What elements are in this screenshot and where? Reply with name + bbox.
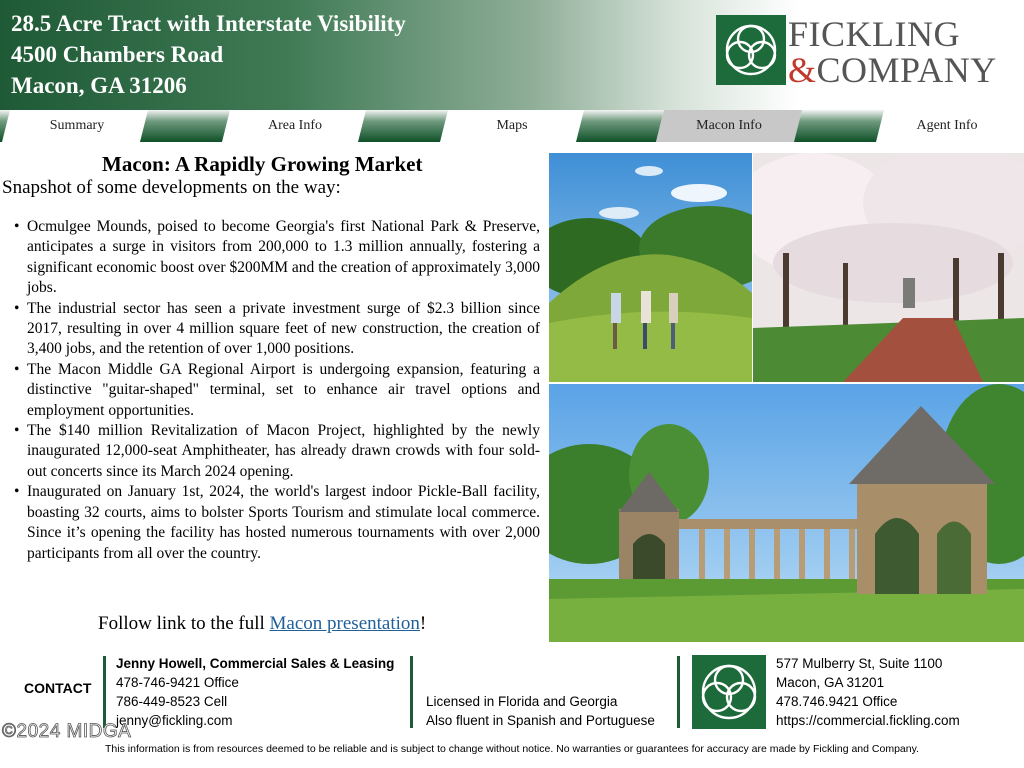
listing-title	[11, 8, 611, 101]
tab-summary[interactable]: Summary	[49, 118, 105, 133]
section-subtitle: Snapshot of some developments on the way:	[2, 177, 341, 198]
list-item: • The Macon Middle GA Regional Airport is undergoing expansion, featuring a distinctive "guitar-shaped" terminal, set to enhance air travel options and employment opportunities.	[14, 360, 540, 421]
license-text: Licensed in Florida and Georgia	[426, 694, 618, 709]
agent-contact-block	[116, 654, 394, 730]
agent-office-phone: 478-746-9421 Office	[116, 675, 239, 690]
company-website: https://commercial.fickling.com	[776, 713, 960, 728]
company-phone: 478.746.9421 Office	[776, 694, 898, 709]
logo-line-1: FICKLING	[788, 14, 960, 54]
divider	[677, 656, 680, 728]
agent-cell-phone: 786-449-8523 Cell	[116, 694, 228, 709]
tab-area-info[interactable]: Area Info	[267, 118, 323, 133]
company-logo-icon	[692, 655, 766, 729]
divider	[103, 656, 106, 728]
development-list	[14, 217, 540, 564]
macon-presentation-link[interactable]: Macon presentation	[269, 613, 420, 634]
tab-agent-info[interactable]: Agent Info	[916, 118, 978, 133]
address-line-2: Macon, GA 31201	[776, 675, 885, 690]
section-title: Macon: A Rapidly Growing Market	[102, 152, 423, 176]
license-block	[426, 692, 655, 730]
ocmulgee-mounds-photo	[549, 153, 752, 382]
agent-email: jenny@fickling.com	[116, 713, 233, 728]
logo-line-2-text: COMPANY	[816, 50, 997, 90]
title-line-1: 28.5 Acre Tract with Interstate Visibility	[11, 11, 406, 36]
logo-ampersand: &	[788, 50, 817, 90]
title-line-3: Macon, GA 31206	[11, 73, 187, 98]
section-nav	[0, 110, 1024, 142]
list-item: • Inaugurated on January 1st, 2024, the world's largest indoor Pickle-Ball facility, boasting 32 courts, aims to bolster Sports Tourism and stimulate local commerce. Since it’s opening the facility has hosted numerous tournaments with over 2,000 participants from all over the country.	[14, 482, 540, 564]
mls-watermark: ©2024 MIDGA	[2, 721, 132, 742]
tab-macon-info[interactable]: Macon Info	[696, 118, 762, 133]
agent-name: Jenny Howell, Commercial Sales & Leasing	[116, 656, 395, 671]
address-line-1: 577 Mulberry St, Suite 1100	[776, 656, 943, 671]
presentation-link-line	[98, 613, 426, 635]
company-logo-text	[788, 16, 1018, 88]
logo-line-2	[788, 52, 1018, 88]
follow-prefix: Follow link to the full	[98, 613, 270, 634]
cherry-blossom-park-photo	[753, 153, 1024, 382]
contact-label: CONTACT	[24, 680, 92, 696]
list-item: • The industrial sector has seen a private investment surge of $2.3 billion since 2017, resulting in over 4 million square feet of new construction, the creation of 3,400 jobs, and the retention of over 1,000 positions.	[14, 299, 540, 360]
company-logo-icon	[716, 15, 786, 85]
disclaimer-text: This information is from resources deemed to be reliable and is subject to change without notice. No warranties or guarantees for accuracy are made by Fickling and Company.	[105, 743, 919, 755]
rotunda-pergola-photo	[549, 384, 1024, 642]
languages-text: Also fluent in Spanish and Portuguese	[426, 713, 655, 728]
list-item: • The $140 million Revitalization of Macon Project, highlighted by the newly inaugurated 12,000-seat Amphitheater, has already drawn crowds with four sold-out concerts since its March 2024 opening.	[14, 421, 540, 482]
follow-suffix: !	[419, 613, 427, 634]
list-item: • Ocmulgee Mounds, poised to become Georgia's first National Park & Preserve, anticipates a surge in visitors from 200,000 to 1.3 million annually, fostering a significant economic boost over $200MM and the creation of approximately 3,000 jobs.	[14, 217, 540, 299]
title-line-2: 4500 Chambers Road	[11, 42, 224, 67]
page-header	[0, 0, 1024, 110]
office-address-block	[776, 654, 960, 730]
divider	[410, 656, 413, 728]
tab-maps[interactable]: Maps	[496, 118, 528, 133]
